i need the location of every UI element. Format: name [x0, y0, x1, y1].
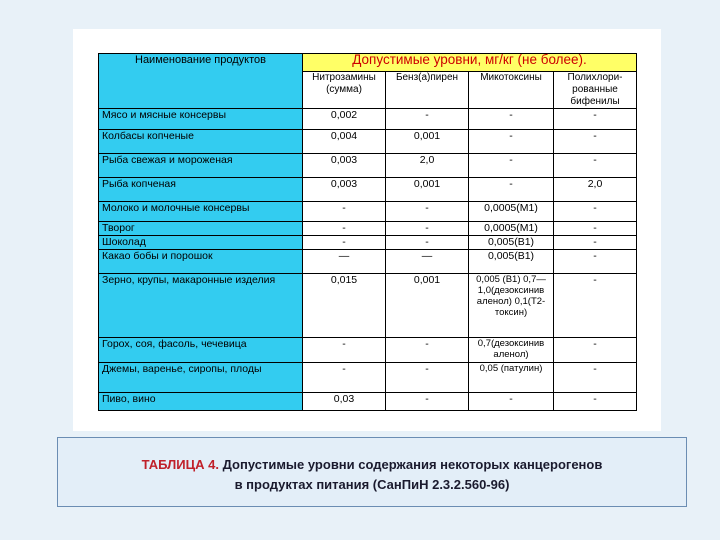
table-row — [99, 154, 637, 178]
value-cell: 0,7(дезоксинив аленол) — [469, 338, 554, 363]
value-cell: 2,0 — [386, 154, 469, 178]
value-cell: - — [554, 222, 637, 236]
value-cell: - — [386, 363, 469, 393]
product-name: Шоколад — [99, 236, 303, 250]
product-name: Молоко и молочные консервы — [99, 202, 303, 222]
header-pcb: Полихлори-рованные бифенилы — [554, 72, 637, 109]
value-cell: - — [386, 393, 469, 411]
value-cell: - — [303, 222, 386, 236]
value-cell: 0,03 — [303, 393, 386, 411]
product-name: Мясо и мясные консервы — [99, 109, 303, 130]
value-cell: - — [386, 236, 469, 250]
value-cell: 0,005(В1) — [469, 236, 554, 250]
value-cell: 0,001 — [386, 130, 469, 154]
value-cell: - — [303, 202, 386, 222]
value-cell: - — [554, 236, 637, 250]
value-cell: - — [303, 363, 386, 393]
value-cell: - — [554, 109, 637, 130]
table-row — [99, 130, 637, 154]
table-row — [99, 250, 637, 274]
value-cell: 0,005 (В1) 0,7— 1,0(дезоксинив аленол) 0,1(Т2-токсин) — [469, 274, 554, 338]
table-row — [99, 222, 637, 236]
value-cell: 0,003 — [303, 154, 386, 178]
value-cell: - — [303, 338, 386, 363]
value-cell: 0,005(В1) — [469, 250, 554, 274]
table-row — [99, 393, 637, 411]
value-cell: 0,001 — [386, 178, 469, 202]
value-cell: 0,004 — [303, 130, 386, 154]
value-cell: - — [386, 222, 469, 236]
value-cell: 0,003 — [303, 178, 386, 202]
table-row — [99, 363, 637, 393]
value-cell: 2,0 — [554, 178, 637, 202]
caption-title: Допустимые уровни содержания некоторых канцерогенов — [222, 457, 603, 472]
product-name: Рыба свежая и мороженая — [99, 154, 303, 178]
header-mycotoxins: Микотоксины — [469, 72, 554, 109]
caption-label: ТАБЛИЦА 4. — [141, 457, 219, 472]
table-row — [99, 274, 637, 338]
value-cell: - — [554, 338, 637, 363]
value-cell: 0,001 — [386, 274, 469, 338]
product-name: Горох, соя, фасоль, чечевица — [99, 338, 303, 363]
value-cell: — — [303, 250, 386, 274]
value-cell: - — [554, 154, 637, 178]
header-product-name: Наименование продуктов — [99, 54, 303, 109]
value-cell: - — [554, 250, 637, 274]
value-cell: 0,015 — [303, 274, 386, 338]
value-cell: - — [386, 338, 469, 363]
table-row — [99, 178, 637, 202]
caption-line-2: в продуктах питания (СанПиН 2.3.2.560-96) — [234, 477, 510, 492]
value-cell: - — [554, 274, 637, 338]
product-name: Джемы, варенье, сиропы, плоды — [99, 363, 303, 393]
product-name: Зерно, крупы, макаронные изделия — [99, 274, 303, 338]
header-row — [99, 54, 637, 72]
value-cell: 0,05 (патулин) — [469, 363, 554, 393]
product-name: Рыба копченая — [99, 178, 303, 202]
value-cell: - — [554, 393, 637, 411]
value-cell: - — [303, 236, 386, 250]
value-cell: - — [554, 202, 637, 222]
table-row — [99, 338, 637, 363]
table-row — [99, 236, 637, 250]
table-caption — [57, 437, 687, 507]
carcinogen-table — [98, 53, 637, 411]
value-cell: - — [469, 393, 554, 411]
value-cell: - — [469, 154, 554, 178]
caption-line-1 — [58, 457, 686, 472]
value-cell: — — [386, 250, 469, 274]
value-cell: - — [469, 109, 554, 130]
table-row — [99, 202, 637, 222]
header-levels: Допустимые уровни, мг/кг (не более). — [303, 54, 637, 72]
value-cell: - — [386, 109, 469, 130]
product-name: Творог — [99, 222, 303, 236]
value-cell: - — [554, 130, 637, 154]
value-cell: - — [386, 202, 469, 222]
product-name: Какао бобы и порошок — [99, 250, 303, 274]
header-benzopyrene: Бенз(а)пирен — [386, 72, 469, 109]
product-name: Пиво, вино — [99, 393, 303, 411]
value-cell: 0,0005(М1) — [469, 202, 554, 222]
product-name: Колбасы копченые — [99, 130, 303, 154]
table-row — [99, 109, 637, 130]
value-cell: - — [469, 130, 554, 154]
value-cell: 0,0005(М1) — [469, 222, 554, 236]
header-nitrosamines: Нитрозамины (сумма) — [303, 72, 386, 109]
value-cell: 0,002 — [303, 109, 386, 130]
value-cell: - — [554, 363, 637, 393]
value-cell: - — [469, 178, 554, 202]
